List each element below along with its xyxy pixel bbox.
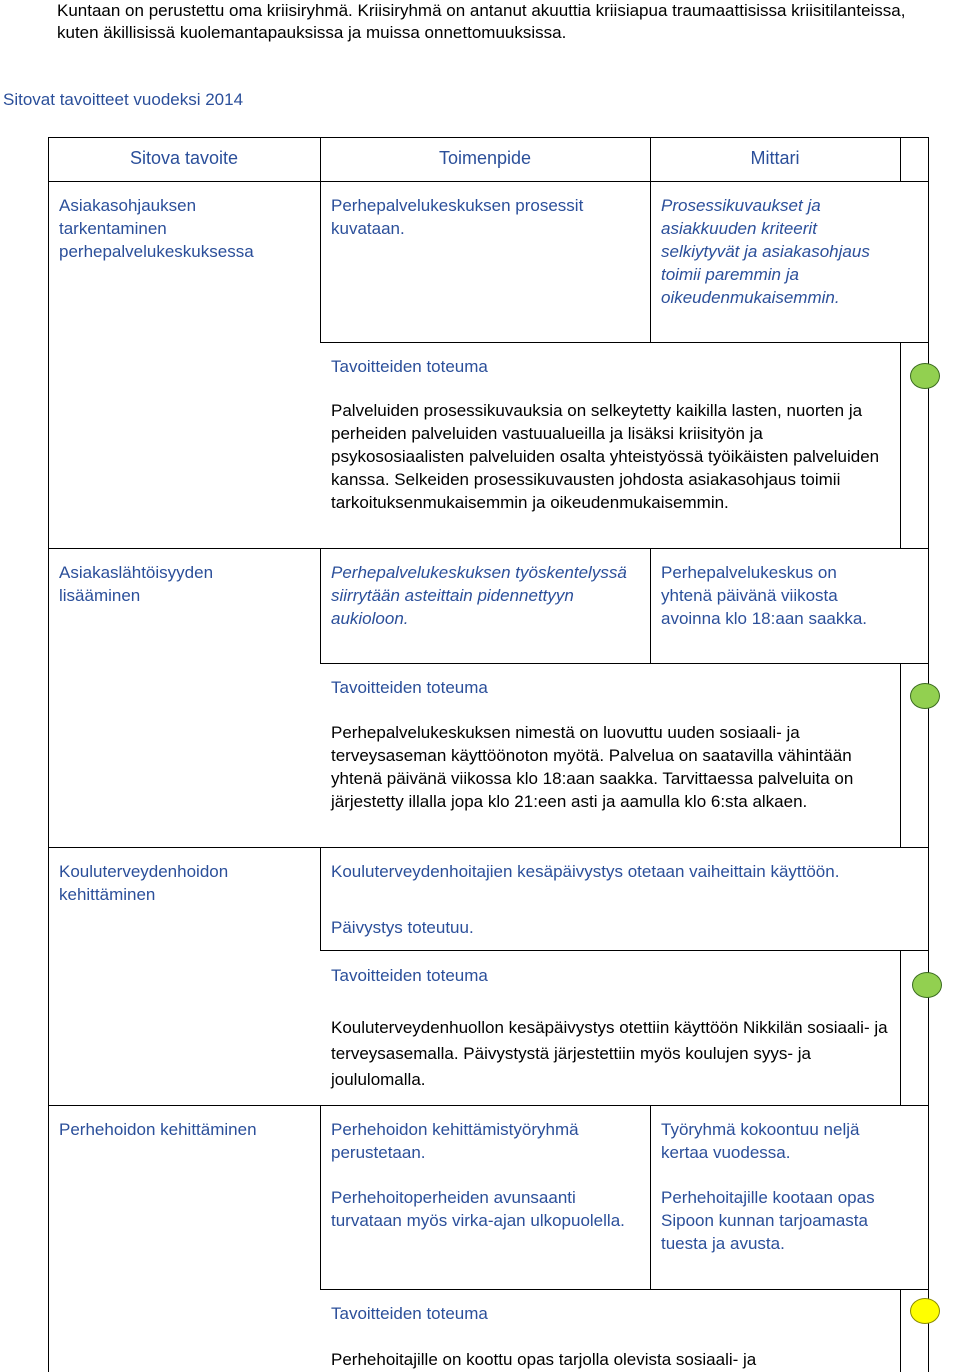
action-cell: Perhepalvelukeskuksen prosessit kuvataan. — [331, 196, 584, 238]
status-indicator — [912, 972, 942, 998]
goal-cell: Perhehoidon kehittäminen — [59, 1120, 257, 1139]
result-text: Perhehoitajille on koottu opas tarjolla olevista sosiaali- ja — [331, 1350, 757, 1369]
metric-cell: Prosessikuvaukset ja asiakkuuden kriteerit selkiytyvät ja asiakasohjaus toimii paremmin ja oikeudenmukaisemmin. — [661, 196, 870, 307]
action-cell-secondary: Päivystys toteutuu. — [331, 918, 474, 937]
status-indicator — [910, 683, 940, 709]
result-text: Perhepalvelukeskuksen nimestä on luovuttu uuden sosiaali- ja terveysaseman käyttöönoton myötä. Palvelua on saatavilla vähintään yhtenä päivänä viikossa klo 18:aan saakka. Tarvittaessa palveluita on järjestetty illalla jopa klo 21:een asti ja aamulla klo 6:sta alkaen. — [331, 723, 854, 811]
result-label: Tavoitteiden toteuma — [331, 1304, 488, 1323]
header-sitova-tavoite: Sitova tavoite — [129, 148, 239, 168]
status-indicator — [910, 363, 940, 389]
action-cell: Perhehoidon kehittämistyöryhmä perustetaan. — [331, 1120, 579, 1162]
metric-cell-secondary: Perhehoitajille kootaan opas Sipoon kunnan tarjoamasta tuesta ja avusta. — [661, 1188, 875, 1253]
metric-cell: Työryhmä kokoontuu neljä kertaa vuodessa. — [661, 1120, 860, 1162]
action-cell: Perhepalvelukeskuksen työskentelyssä siirrytään asteittain pidennettyyn aukioloon. — [331, 563, 627, 628]
intro-paragraph: Kuntaan on perustettu oma kriisiryhmä. Kriisiryhmä on antanut akuuttia kriisiapua traumaattisissa kriisitilanteissa, kuten äkillisissä kuolemantapauksissa ja muissa onnettomuuksissa. — [57, 1, 906, 42]
result-label: Tavoitteiden toteuma — [331, 678, 488, 697]
result-text: Palveluiden prosessikuvauksia on selkeytetty kaikilla lasten, nuorten ja perheiden palveluiden vastuualueilla ja lisäksi kriisityön ja psykososiaalisten palveluiden osalta yhteistyössä työikäisten palveluiden kanssa. Selkeiden prosessikuvausten johdosta asiakasohjaus toimii tarkoituksenmukaisemmin ja oikeudenmukaisemmin. — [331, 401, 880, 512]
section-heading: Sitovat tavoitteet vuodeksi 2014 — [3, 90, 244, 109]
result-text: Kouluterveydenhuollon kesäpäivystys otettiin käyttöön Nikkilän sosiaali- ja terveysasemalla. Päivystystä järjestettiin myös koulujen syys- ja joululomalla. — [331, 1018, 888, 1089]
status-indicator — [910, 1298, 940, 1324]
header-toimenpide: Toimenpide — [438, 148, 532, 168]
metric-cell: Perhepalvelukeskus on yhtenä päivänä viikosta avoinna klo 18:aan saakka. — [661, 563, 868, 628]
result-label: Tavoitteiden toteuma — [331, 966, 488, 985]
action-cell-secondary: Perhehoitoperheiden avunsaanti turvataan myös virka-ajan ulkopuolella. — [331, 1188, 625, 1230]
result-label: Tavoitteiden toteuma — [331, 357, 488, 376]
action-cell: Kouluterveydenhoitajien kesäpäivystys otetaan vaiheittain käyttöön. — [331, 862, 840, 881]
goal-cell: Asiakasohjauksen tarkentaminen perhepalvelukeskuksessa — [59, 196, 254, 261]
header-mittari: Mittari — [750, 148, 800, 168]
goal-cell: Kouluterveydenhoidon kehittäminen — [59, 862, 229, 904]
goal-cell: Asiakaslähtöisyyden lisääminen — [59, 563, 214, 605]
